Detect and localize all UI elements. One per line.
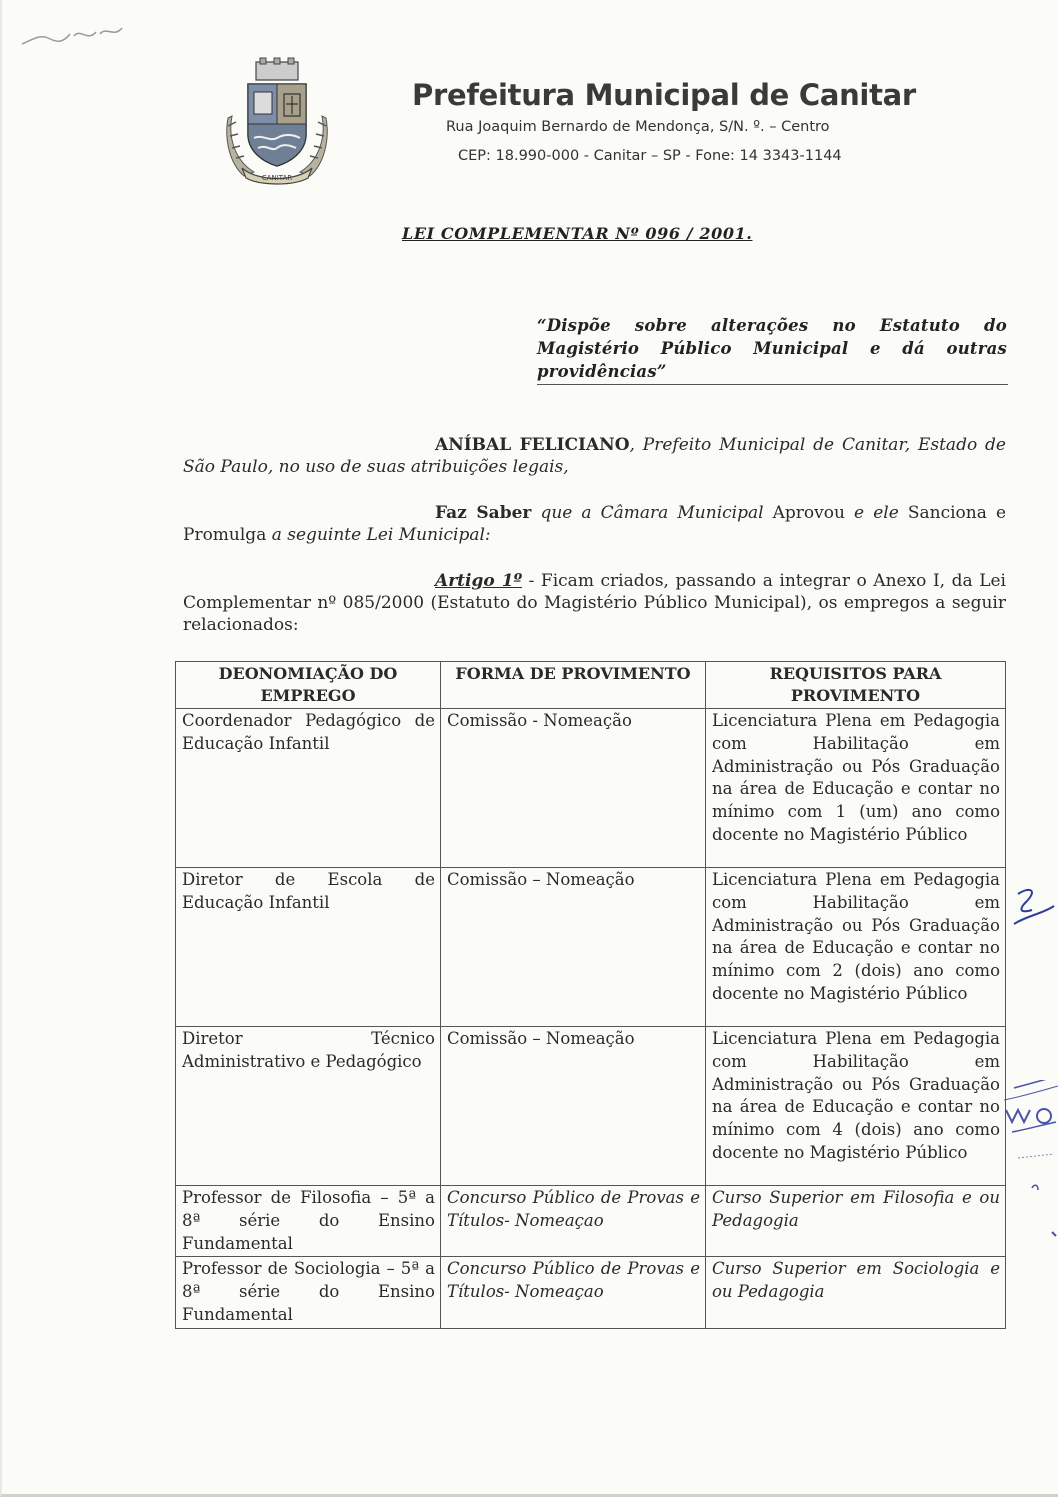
cell-emprego: Professor de Filosofia – 5ª a 8ª série do Ensino Fundamental: [176, 1186, 441, 1257]
mayor-name: ANÍBAL FELICIANO: [435, 435, 630, 455]
article-1-label: Artigo 1º: [435, 571, 523, 591]
preamble-mayor: [183, 434, 1006, 478]
cell-forma: Concurso Público de Provas e Títulos- Nomeaçao: [441, 1186, 706, 1257]
handwritten-initial-mark: [1008, 880, 1058, 940]
table-header-row: [176, 662, 1006, 709]
cell-forma: Comissão – Nomeação: [441, 1027, 706, 1186]
cell-requisitos: Curso Superior em Filosofia e ou Pedagogia: [706, 1186, 1006, 1257]
table-row: [176, 1027, 1006, 1186]
column-header-forma: FORMA DE PROVIMENTO: [441, 662, 706, 709]
preamble-faz-saber: [183, 502, 1006, 546]
column-header-emprego: DEONOMIAÇÃO DO EMPREGO: [176, 662, 441, 709]
cell-emprego: Diretor Técnico Administrativo e Pedagógico: [176, 1027, 441, 1186]
cell-emprego: Coordenador Pedagógico de Educação Infantil: [176, 709, 441, 868]
faz-saber-text-4: Sanciona e Promulga: [183, 503, 1007, 545]
cell-requisitos: Curso Superior em Sociologia e ou Pedagogia: [706, 1257, 1006, 1328]
faz-saber-text-5: a seguinte Lei Municipal:: [271, 525, 491, 545]
table-row: [176, 868, 1006, 1027]
municipal-coat-of-arms: [224, 56, 330, 186]
faz-saber-label: Faz Saber: [435, 503, 532, 523]
law-ementa: “Dispõe sobre alterações no Estatuto do Magistério Público Municipal e dá outras providências”: [537, 316, 1007, 381]
cell-emprego: Professor de Sociologia – 5ª a 8ª série do Ensino Fundamental: [176, 1257, 441, 1328]
faz-saber-text-2: Aprovou: [763, 503, 855, 523]
article-1-text: - Ficam criados, passando a integrar o Anexo I, da Lei Complementar nº 085/2000 (Estatuto do Magistério Público Municipal), os empregos a seguir relacionados:: [183, 571, 1006, 635]
column-header-requisitos: REQUISITOS PARA PROVIMENTO: [706, 662, 1006, 709]
cell-requisitos: Licenciatura Plena em Pedagogia com Habilitação em Administração ou Pós Graduação na área de Educação e contar no mínimo com 2 (dois) ano como docente no Magistério Público: [706, 868, 1006, 1027]
cell-emprego: Diretor de Escola de Educação Infantil: [176, 868, 441, 1027]
employment-table: [175, 661, 1006, 1329]
ementa-underline: [537, 384, 1008, 385]
cell-forma: Concurso Público de Provas e Títulos- Nomeaçao: [441, 1257, 706, 1328]
cell-forma: Comissão – Nomeação: [441, 868, 706, 1027]
faz-saber-text-3: e ele: [854, 503, 899, 523]
crest-ribbon-text: CANITAR: [261, 174, 293, 182]
municipality-cep-phone: CEP: 18.990-000 - Canitar – SP - Fone: 14 3343-1144: [458, 148, 842, 164]
table-row: [176, 1257, 1006, 1328]
cell-forma: Comissão - Nomeação: [441, 709, 706, 868]
cell-requisitos: Licenciatura Plena em Pedagogia com Habilitação em Administração ou Pós Graduação na área de Educação e contar no mínimo com 4 (dois) ano como docente no Magistério Público: [706, 1027, 1006, 1186]
law-title: LEI COMPLEMENTAR Nº 096 / 2001.: [402, 224, 753, 243]
article-1: [183, 570, 1006, 636]
partial-stamp-mark: [1004, 1080, 1058, 1240]
municipality-address: Rua Joaquim Bernardo de Mendonça, S/N. º. – Centro: [446, 119, 830, 135]
faz-saber-text-1: que a Câmara Municipal: [531, 503, 764, 523]
cell-requisitos: Licenciatura Plena em Pedagogia com Habilitação em Administração ou Pós Graduação na área de Educação e contar no mínimo com 1 (um) ano como docente no Magistério Público: [706, 709, 1006, 868]
handwritten-scribble: [18, 14, 128, 54]
municipality-title: Prefeitura Municipal de Canitar: [412, 78, 916, 112]
table-row: [176, 1186, 1006, 1257]
table-row: [176, 709, 1006, 868]
mayor-text: , Prefeito Municipal de Canitar, Estado de São Paulo, no uso de suas atribuições legais,: [183, 435, 1006, 477]
